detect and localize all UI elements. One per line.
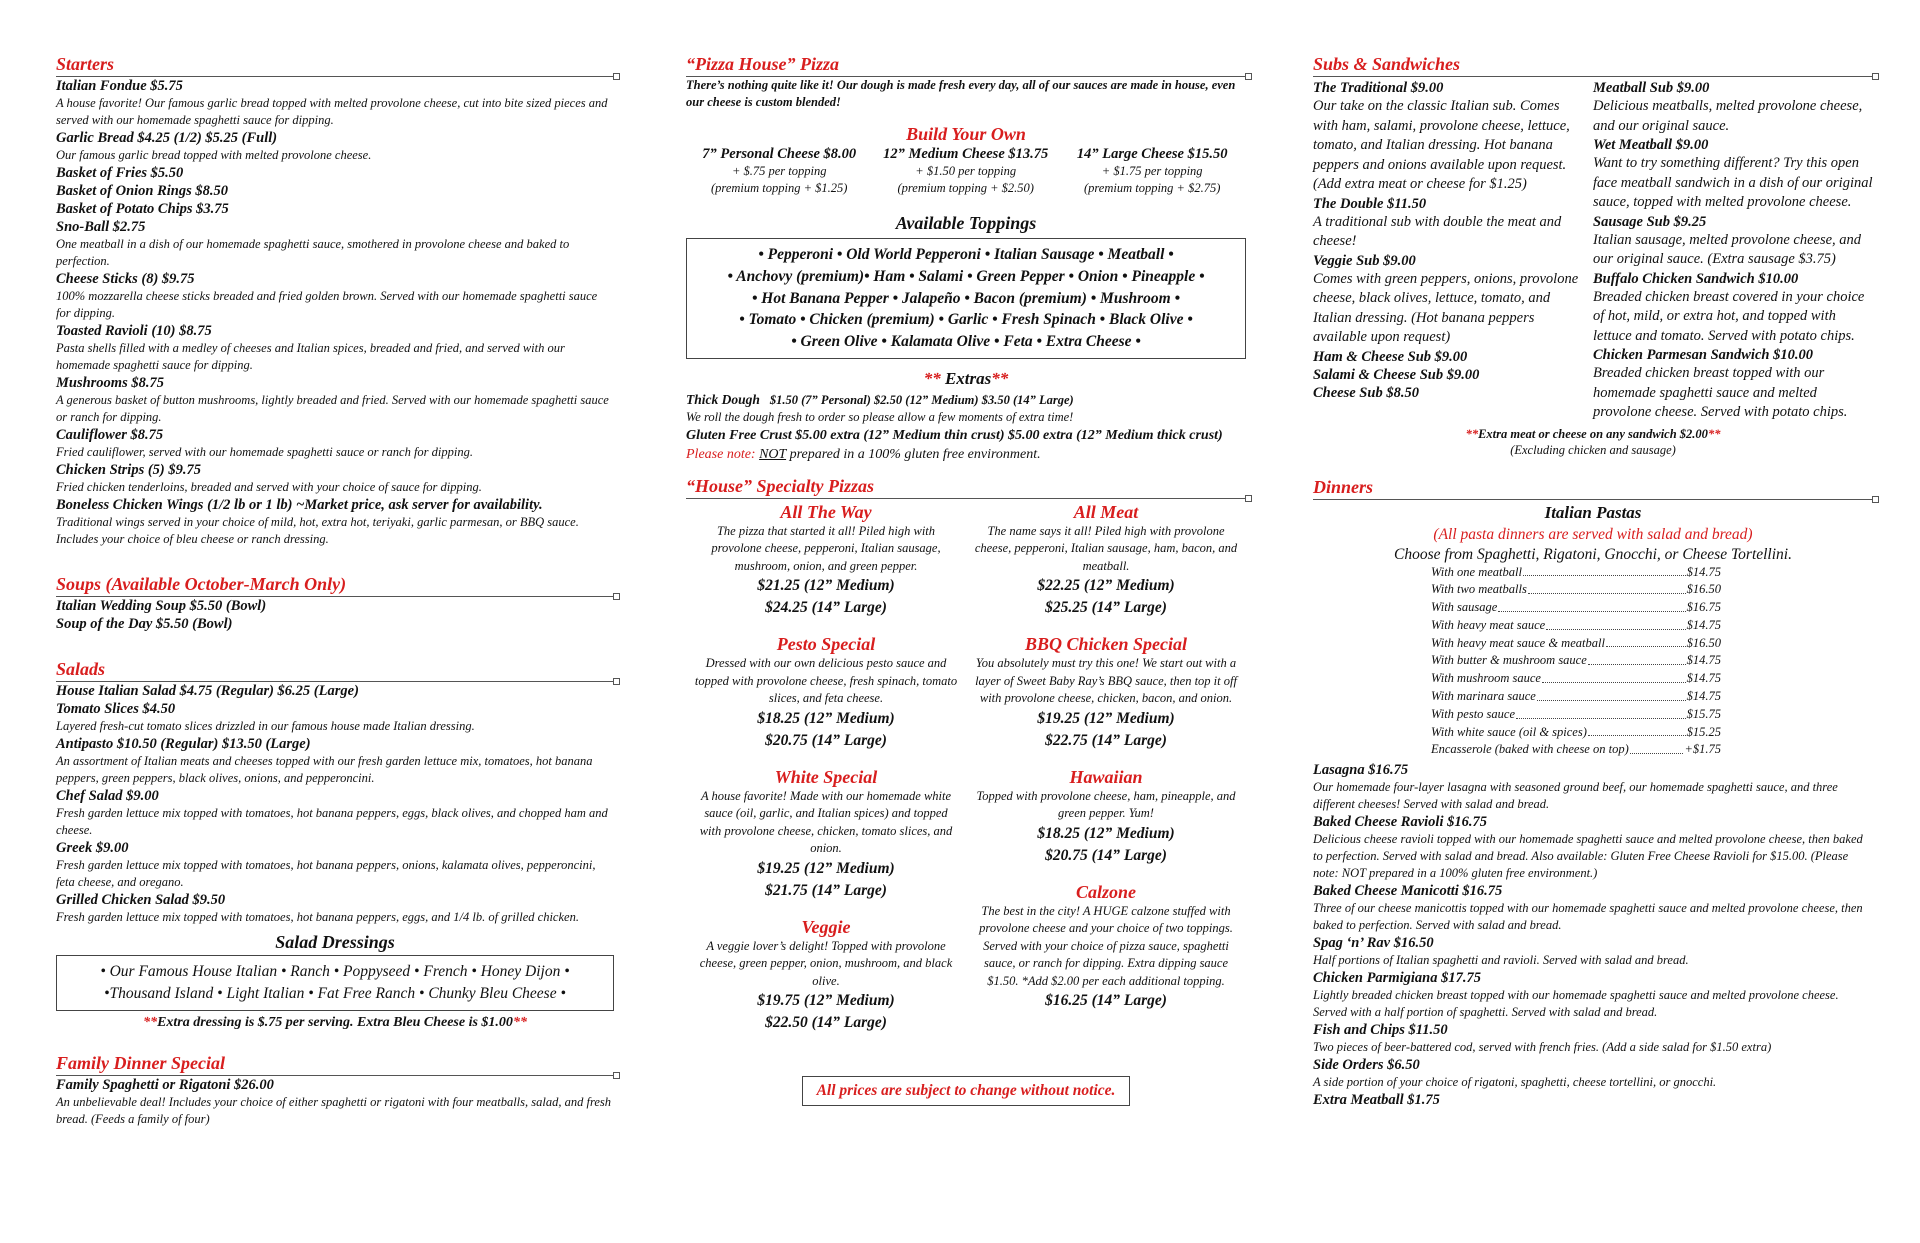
menu-item	[56, 426, 614, 461]
dinners-title: Dinners	[1313, 477, 1873, 500]
specialty-right	[966, 501, 1246, 1049]
sub-item-name: Buffalo Chicken Sandwich $10.00	[1593, 270, 1799, 287]
specialty-pizza	[974, 766, 1238, 867]
subs-note-stars-right: **	[1707, 426, 1721, 441]
menu-item-name: Chef Salad $9.00	[56, 788, 159, 804]
menu-item	[56, 700, 614, 735]
leader-dots	[1537, 688, 1686, 701]
menu-item-desc: Our homemade four-layer lasagna with seasoned ground beef, our homemade spaghetti sauce, and three different cheeses! Served with salad and bread.	[1313, 780, 1838, 812]
menu-item-name: Spag ‘n’ Rav $16.50	[1313, 935, 1434, 952]
subs-note-2: (Excluding chicken and sausage)	[1510, 442, 1676, 457]
pasta-option	[1431, 706, 1721, 724]
size-topping: + $1.75 per topping	[1101, 164, 1203, 178]
menu-item	[56, 615, 614, 633]
leader-dots	[1630, 741, 1684, 754]
menu-item	[56, 129, 614, 164]
menu-item-name: Toasted Ravioli (10) $8.75	[56, 323, 212, 339]
sub-item-desc: Italian sausage, melted provolone cheese, and our original sauce. (Extra sausage $3.75)	[1593, 231, 1862, 267]
size-medium	[872, 145, 1058, 197]
menu-item-name: Baked Cheese Ravioli $16.75	[1313, 814, 1487, 831]
menu-item-desc: A generous basket of button mushrooms, lightly breaded and fried. Served with our homemade spaghetti sauce or ranch for dipping.	[56, 393, 609, 424]
menu-item-desc: Our famous garlic bread topped with melted provolone cheese.	[56, 148, 372, 162]
specialty-price-2: $22.50 (14” Large)	[765, 1014, 887, 1032]
menu-item-name: Antipasto $10.50 (Regular) $13.50 (Large)	[56, 736, 311, 752]
subs-note-text: Extra meat or cheese on any sandwich $2.00	[1478, 426, 1708, 441]
menu-item	[56, 374, 614, 426]
menu-item	[56, 200, 614, 218]
subs-right	[1593, 79, 1873, 423]
menu-item-name: Basket of Onion Rings $8.50	[56, 183, 229, 199]
menu-item-desc: An assortment of Italian meats and cheeses topped with our fresh garden lettuce mix, tomatoes, hot banana peppers, green peppers, black olives, onions, and pepperoncini.	[56, 754, 593, 785]
starters-section	[56, 54, 614, 548]
leader-dots	[1498, 599, 1685, 612]
specialty-price-2: $21.75 (14” Large)	[765, 881, 887, 899]
pasta-option-price: $16.50	[1686, 582, 1721, 597]
specialty-title: “House” Specialty Pizzas	[686, 476, 1246, 499]
menu-item	[56, 182, 614, 200]
subs-note	[1313, 427, 1873, 442]
thick-note: We roll the dough fresh to order so please allow a few moments of extra time!	[686, 409, 1074, 424]
pasta-option-price: +$1.75	[1684, 742, 1721, 757]
pasta-option-price: $14.75	[1686, 617, 1721, 632]
salads-section	[56, 659, 614, 1031]
menu-item	[56, 496, 614, 548]
sub-item-name: Ham & Cheese Sub $9.00	[1313, 348, 1468, 365]
size-large	[1059, 145, 1245, 197]
pasta-option-label: With sausage	[1431, 600, 1498, 615]
dressings-line-2: •Thousand Island • Light Italian • Fat Free Ranch • Chunky Bleu Cheese •	[104, 985, 566, 1002]
sub-item-name: Salami & Cheese Sub $9.00	[1313, 366, 1480, 383]
pasta-option-price: $16.50	[1686, 635, 1721, 650]
specialty-price-2: $22.75 (14” Large)	[1045, 731, 1167, 749]
subs-note-stars-left: **	[1465, 426, 1479, 441]
sub-item-desc: Breaded chicken breast covered in your choice of hot, mild, or extra hot, and topped with lettuce and tomato. Served with potato chips.	[1593, 288, 1865, 344]
specialty-desc: You absolutely must try this one! We start out with a layer of Sweet Baby Ray’s BBQ sauce, then top it off with provolone cheese, chicken, bacon, and onion.	[975, 656, 1237, 706]
toppings-title: Available Toppings	[895, 213, 1037, 233]
sub-item	[1313, 195, 1583, 252]
sub-item-name: The Double $11.50	[1313, 195, 1427, 212]
menu-item-desc: Fresh garden lettuce mix topped with tomatoes, hot banana peppers, onions, kalamata olives, pepperoncini, feta cheese, and oregano.	[56, 858, 596, 889]
sub-item-name: The Traditional $9.00	[1313, 80, 1444, 96]
pasta-option	[1431, 724, 1721, 742]
pasta-option	[1431, 617, 1721, 635]
pasta-option-label: With pesto sauce	[1431, 706, 1516, 721]
menu-item	[56, 682, 614, 700]
specialty-price-1: $19.25 (12” Medium)	[1037, 709, 1175, 727]
menu-item-desc: Fresh garden lettuce mix topped with tomatoes, hot banana peppers, eggs, black olives, and chopped ham and cheese.	[56, 806, 608, 837]
menu-item-name: Tomato Slices $4.50	[56, 701, 176, 717]
pasta-option	[1431, 564, 1721, 582]
specialty-desc: The pizza that started it all! Piled high with provolone cheese, pepperoni, Italian sausage, mushroom, onion, and green pepper.	[711, 523, 941, 573]
specialty-name: All Meat	[1073, 501, 1139, 522]
sub-item-name: Sausage Sub $9.25	[1593, 213, 1707, 230]
sub-item-name: Chicken Parmesan Sandwich $10.00	[1593, 347, 1813, 363]
menu-item-desc: Traditional wings served in your choice of mild, hot, extra hot, teriyaki, garlic parmesan, or BBQ sauce. Includes your choice of bleu cheese or ranch dressing.	[56, 515, 579, 546]
menu-item-name: Fish and Chips $11.50	[1313, 1022, 1448, 1039]
specialty-pizza	[974, 501, 1238, 620]
pizza-sizes	[686, 145, 1246, 197]
starters-title: Starters	[56, 54, 614, 77]
dressing-note-text: Extra dressing is $.75 per serving. Extra Bleu Cheese is $1.00	[157, 1015, 513, 1030]
menu-item-name: Side Orders $6.50	[1313, 1057, 1420, 1074]
size-topping: + $1.50 per topping	[915, 164, 1017, 178]
pasta-option	[1431, 599, 1721, 617]
toppings-line: • Green Olive • Kalamata Olive • Feta • Extra Cheese •	[791, 333, 1141, 351]
size-topping: + $.75 per topping	[731, 164, 827, 178]
salads-title: Salads	[56, 659, 614, 682]
specialty-price-2: $20.75 (14” Large)	[765, 731, 887, 749]
salad-dressings-box	[56, 955, 614, 1011]
sub-item	[1593, 136, 1873, 213]
menu-item	[1313, 813, 1873, 882]
size-personal	[686, 145, 872, 197]
menu-item-desc: A house favorite! Our famous garlic bread topped with melted provolone cheese, cut into bite sized pieces and served with our homemade spaghetti sauce for dipping.	[56, 96, 608, 127]
sub-item	[1593, 270, 1873, 347]
dressing-note	[56, 1015, 614, 1031]
extras-stars-right: **	[991, 368, 1009, 388]
pasta-option-label: With mushroom sauce	[1431, 671, 1541, 686]
specialty-desc: The name says it all! Piled high with provolone cheese, pepperoni, Italian sausage, ham, bacon, and meatball.	[974, 523, 1238, 573]
menu-item	[56, 735, 614, 787]
specialty-name: Calzone	[1075, 881, 1136, 902]
pasta-options	[1431, 564, 1721, 760]
specialty-price-1: $22.25 (12” Medium)	[1037, 577, 1175, 595]
sub-item-desc: Comes with green peppers, onions, provolone cheese, black olives, lettuce, tomato, and Italian dressing. (Hot banana peppers available upon request)	[1313, 270, 1579, 345]
pizza-title: “Pizza House” Pizza	[686, 54, 1246, 77]
menu-item-name: Mushrooms $8.75	[56, 375, 164, 391]
column-left	[56, 54, 614, 1154]
sub-item	[1313, 79, 1583, 195]
dressing-stars-left: **	[143, 1015, 158, 1030]
specialty-price-1: $16.25 (14” Large)	[1045, 992, 1167, 1010]
specialty-left	[686, 501, 966, 1049]
column-middle	[686, 54, 1246, 1106]
menu-item	[1313, 882, 1873, 934]
subs-left	[1313, 79, 1593, 423]
menu-item-name: Boneless Chicken Wings (1/2 lb or 1 lb) ~Market price, ask server for availability.	[56, 497, 543, 513]
leader-dots	[1588, 652, 1686, 665]
thick-dough	[686, 391, 1246, 409]
specialty-name: Hawaiian	[1069, 766, 1143, 787]
menu-item	[1313, 1091, 1873, 1109]
specialty-price-1: $21.25 (12” Medium)	[757, 577, 895, 595]
pasta-option-label: With butter & mushroom sauce	[1431, 653, 1587, 668]
pasta-title: Italian Pastas	[1544, 502, 1642, 522]
pasta-option-label: Encasserole (baked with cheese on top)	[1431, 742, 1629, 757]
pasta-option-label: With one meatball	[1431, 564, 1522, 579]
specialty-pizza	[694, 766, 958, 902]
sub-item-desc: Want to try something different? Try this open face meatball sandwich in a dish of our original sauce, topped with melted provolone cheese.	[1593, 155, 1873, 210]
soups-section	[56, 574, 614, 633]
menu-item	[1313, 934, 1873, 969]
pasta-option-label: With two meatballs	[1431, 582, 1527, 597]
menu-item-name: Cauliflower $8.75	[56, 427, 164, 443]
thick-label: Thick Dough	[686, 391, 760, 407]
menu-item-name: Basket of Potato Chips $3.75	[56, 201, 229, 217]
toppings-line: • Pepperoni • Old World Pepperoni • Italian Sausage • Meatball •	[758, 246, 1174, 263]
subs-title: Subs & Sandwiches	[1313, 54, 1873, 77]
family-item-name: Family Spaghetti or Rigatoni $26.00	[56, 1077, 274, 1093]
specialty-price-2: $25.25 (14” Large)	[1045, 599, 1167, 617]
menu-item-name: Soup of the Day $5.50 (Bowl)	[56, 616, 233, 632]
sub-item-name: Veggie Sub $9.00	[1313, 252, 1416, 269]
size-name: 12” Medium Cheese $13.75	[883, 146, 1049, 162]
extras-title	[686, 369, 1246, 389]
menu-item	[56, 77, 614, 129]
menu-item-desc: Fresh garden lettuce mix topped with tomatoes, hot banana peppers, eggs, and 1/4 lb. of grilled chicken.	[56, 910, 579, 924]
pizza-section	[686, 54, 1246, 464]
menu-item-name: Italian Fondue $5.75	[56, 78, 183, 94]
toppings-line: • Tomato • Chicken (premium) • Garlic • Fresh Spinach • Black Olive •	[739, 311, 1193, 329]
gf-text: Gluten Free Crust $5.00 extra (12” Medium thin crust) $5.00 extra (12” Medium thick crust)	[686, 427, 1223, 443]
gf-note-b: prepared in a 100% gluten free environment.	[786, 446, 1041, 462]
size-name: 14” Large Cheese $15.50	[1076, 146, 1228, 162]
toppings-box	[686, 238, 1246, 359]
specialty-name: Veggie	[801, 916, 851, 937]
dressings-line-1: • Our Famous House Italian • Ranch • Poppyseed • French • Honey Dijon •	[100, 963, 570, 980]
pasta-option	[1431, 741, 1721, 759]
specialty-desc: A house favorite! Made with our homemade white sauce (oil, garlic, and Italian spices) and topped with provolone cheese, chicken, tomato slices, and onion.	[699, 788, 953, 856]
menu-item-desc: Half portions of Italian spaghetti and ravioli. Served with salad and bread.	[1313, 953, 1689, 968]
menu-item-name: Baked Cheese Manicotti $16.75	[1313, 883, 1503, 900]
pasta-option-label: With heavy meat sauce	[1431, 617, 1546, 632]
extras-stars-left: **	[923, 368, 945, 388]
pasta-choose: Choose from Spaghetti, Rigatoni, Gnocchi, or Cheese Tortellini.	[1394, 545, 1792, 563]
specialty-pizza	[974, 881, 1238, 1013]
pasta-option-price: $14.75	[1686, 689, 1721, 704]
menu-item	[1313, 1021, 1873, 1056]
specialty-name: Pesto Special	[776, 634, 876, 655]
menu-item	[56, 270, 614, 322]
leader-dots	[1523, 564, 1686, 577]
column-right	[1313, 54, 1873, 1109]
menu-item	[56, 787, 614, 839]
sub-item-name: Meatball Sub $9.00	[1593, 80, 1710, 96]
menu-item	[1313, 761, 1873, 813]
specialty-price-2: $20.75 (14” Large)	[1045, 846, 1167, 864]
leader-dots	[1542, 670, 1686, 683]
soups-title: Soups (Available October-March Only)	[56, 574, 614, 597]
menu-item-desc: Lightly breaded chicken breast topped with our homemade spaghetti sauce and melted provolone cheese. Served with a half portion of spaghetti. Served with salad and bread.	[1313, 988, 1839, 1020]
pizza-intro: There’s nothing quite like it! Our dough is made fresh every day, all of our sauces are made in house, even our cheese is custom blended!	[686, 78, 1236, 109]
sub-item	[1313, 252, 1583, 348]
toppings-line: • Anchovy (premium)• Ham • Salami • Green Pepper • Onion • Pineapple •	[727, 267, 1205, 285]
pasta-option-price: $15.75	[1686, 706, 1721, 721]
specialty-desc: Dressed with our own delicious pesto sauce and topped with provolone cheese, fresh spinach, tomato slices, and feta cheese.	[694, 656, 958, 706]
sub-item	[1593, 79, 1873, 136]
size-name: 7” Personal Cheese $8.00	[702, 146, 857, 162]
menu-item-desc: Two pieces of beer-battered cod, served with french fries. (Add a side salad for $1.50 extra)	[1313, 1040, 1772, 1055]
pasta-option-label: With heavy meat sauce & meatball	[1431, 635, 1605, 650]
pasta-option	[1431, 635, 1721, 653]
pasta-option-price: $14.75	[1686, 653, 1721, 668]
menu-item-desc: A side portion of your choice of rigatoni, spaghetti, cheese tortellini, or gnocchi.	[1313, 1075, 1717, 1090]
menu-item-name: Grilled Chicken Salad $9.50	[56, 892, 226, 908]
menu-item	[1313, 1056, 1873, 1091]
menu-item	[1313, 969, 1873, 1021]
menu-item-desc: Fried chicken tenderloins, breaded and served with your choice of sauce for dipping.	[56, 480, 482, 494]
pasta-option-price: $15.25	[1686, 724, 1721, 739]
sub-item	[1593, 213, 1873, 270]
sub-item-name: Cheese Sub $8.50	[1313, 384, 1419, 401]
menu-item	[56, 322, 614, 374]
specialty-desc: The best in the city! A HUGE calzone stuffed with provolone cheese and your choice of two toppings. Served with your choice of pizza sauce, spaghetti sauce, or ranch for dipping. Extra dipping sauce $1.50. *Add $2.00 per each additional topping.	[979, 903, 1233, 988]
menu-item-name: Garlic Bread $4.25 (1/2) $5.25 (Full)	[56, 130, 278, 146]
thick-prices: $1.50 (7” Personal) $2.50 (12” Medium) $3.50 (14” Large)	[769, 392, 1074, 407]
specialty-desc: Topped with provolone cheese, ham, pineapple, and green pepper. Yum!	[976, 788, 1236, 821]
soups-list	[56, 597, 614, 633]
leader-dots	[1606, 635, 1686, 648]
menu-item-name: Chicken Strips (5) $9.75	[56, 462, 202, 478]
menu-item-name: Extra Meatball $1.75	[1313, 1092, 1440, 1109]
family-item-desc: An unbelievable deal! Includes your choice of either spaghetti or rigatoni with four meatballs, salad, and fresh bread. (Feeds a family of four)	[56, 1095, 612, 1126]
specialty-desc: A veggie lover’s delight! Topped with provolone cheese, green pepper, onion, mushroom, and black olive.	[699, 938, 953, 988]
dinner-items	[1313, 761, 1873, 1109]
extras-title-text: Extras	[944, 368, 992, 388]
menu-item	[56, 597, 614, 615]
specialty-pizza	[694, 916, 958, 1035]
menu-item-desc: Pasta shells filled with a medley of cheeses and Italian spices, breaded and fried, and served with our homemade spaghetti sauce for dipping.	[56, 341, 565, 372]
gluten-free	[686, 426, 1246, 464]
menu-item	[56, 218, 614, 270]
menu-item	[56, 891, 614, 926]
menu-item	[56, 461, 614, 496]
menu-item-name: Greek $9.00	[56, 840, 129, 856]
menu-item-desc: Fried cauliflower, served with our homemade spaghetti sauce or ranch for dipping.	[56, 445, 473, 459]
leader-dots	[1546, 617, 1685, 630]
specialty-price-1: $19.25 (12” Medium)	[757, 859, 895, 877]
salads-list	[56, 682, 614, 926]
menu-item-desc: Layered fresh-cut tomato slices drizzled in our famous house made Italian dressing.	[56, 719, 475, 733]
menu-item-name: House Italian Salad $4.75 (Regular) $6.25 (Large)	[56, 683, 359, 699]
family-title: Family Dinner Special	[56, 1053, 614, 1076]
pasta-option-price: $16.75	[1686, 600, 1721, 615]
menu-item-desc: Three of our cheese manicottis topped with our homemade spaghetti sauce and melted provolone cheese, then baked to perfection. Served with salad and bread.	[1313, 901, 1863, 933]
specialty-pizza	[694, 633, 958, 752]
pasta-note: (All pasta dinners are served with salad and bread)	[1433, 525, 1753, 543]
menu-item-name: Basket of Fries $5.50	[56, 165, 184, 181]
specialty-price-1: $18.25 (12” Medium)	[757, 709, 895, 727]
price-notice: All prices are subject to change without notice.	[802, 1076, 1131, 1106]
sub-item-desc: Breaded chicken breast topped with our homemade spaghetti sauce and melted provolone cheese. Served with potato chips.	[1593, 365, 1848, 420]
leader-dots	[1588, 724, 1686, 737]
sub-item	[1313, 384, 1583, 402]
pasta-option-price: $14.75	[1686, 564, 1721, 579]
sub-item-desc: Delicious meatballs, melted provolone cheese, and our original sauce.	[1593, 98, 1863, 134]
menu-item	[56, 164, 614, 182]
sub-item	[1313, 366, 1583, 384]
menu-item-desc: One meatball in a dish of our homemade spaghetti sauce, smothered in provolone cheese and baked to perfection.	[56, 237, 570, 268]
dressing-stars-right: **	[512, 1015, 527, 1030]
specialty-name: All The Way	[780, 501, 872, 522]
specialty-price-1: $18.25 (12” Medium)	[1037, 824, 1175, 842]
leader-dots	[1516, 706, 1686, 719]
specialty-price-1: $19.75 (12” Medium)	[757, 992, 895, 1010]
menu-item-name: Cheese Sticks (8) $9.75	[56, 271, 195, 287]
size-premium: (premium topping + $1.25)	[711, 181, 848, 195]
specialty-section	[686, 476, 1246, 1107]
menu-item-name: Sno-Ball $2.75	[56, 219, 146, 235]
sub-item-desc: Our take on the classic Italian sub. Comes with ham, salami, provolone cheese, lettuce, tomato, and Italian dressing. Hot banana peppers and onions available upon request. (Add extra meat or cheese for $1.25)	[1313, 98, 1570, 192]
size-premium: (premium topping + $2.50)	[897, 181, 1034, 195]
build-your-own-title: Build Your Own	[906, 124, 1026, 144]
specialty-price-2: $24.25 (14” Large)	[765, 599, 887, 617]
subs-section	[1313, 54, 1873, 459]
specialty-pizza	[974, 633, 1238, 752]
pasta-option	[1431, 670, 1721, 688]
pasta-option-label: With marinara sauce	[1431, 689, 1536, 704]
menu-item-name: Lasagna $16.75	[1313, 762, 1409, 779]
pasta-option	[1431, 688, 1721, 706]
family-section	[56, 1053, 614, 1128]
menu-item-name: Italian Wedding Soup $5.50 (Bowl)	[56, 598, 267, 614]
sub-item	[1593, 346, 1873, 423]
size-premium: (premium topping + $2.75)	[1083, 181, 1221, 195]
menu-item-desc: 100% mozzarella cheese sticks breaded and fried golden brown. Served with our homemade spaghetti sauce for dipping.	[56, 289, 598, 320]
menu-item	[56, 839, 614, 891]
pasta-option	[1431, 652, 1721, 670]
salad-dressings-title: Salad Dressings	[275, 932, 395, 952]
specialty-pizza	[694, 501, 958, 620]
sub-item	[1313, 348, 1583, 366]
specialty-name: White Special	[774, 766, 878, 787]
gf-note-not: NOT	[759, 446, 787, 462]
gf-note-a: Please note:	[686, 446, 760, 462]
specialty-name: BBQ Chicken Special	[1024, 634, 1187, 655]
menu-item-name: Chicken Parmigiana $17.75	[1313, 970, 1481, 987]
menu-item-desc: Delicious cheese ravioli topped with our homemade spaghetti sauce and melted provolone cheese, then baked to perfection. Served with salad and bread. Also available: Gluten Free Cheese Ravioli for $15.00. (Please note: NOT prepared in a 100% gluten free environment.)	[1313, 832, 1863, 881]
starters-list	[56, 77, 614, 548]
pasta-option-price: $14.75	[1686, 671, 1721, 686]
sub-item-desc: A traditional sub with double the meat and cheese!	[1313, 213, 1562, 249]
leader-dots	[1528, 581, 1686, 594]
pasta-option	[1431, 581, 1721, 599]
pasta-option-label: With white sauce (oil & spices)	[1431, 724, 1587, 739]
toppings-line: • Hot Banana Pepper • Jalapeño • Bacon (premium) • Mushroom •	[751, 289, 1181, 307]
dinners-section	[1313, 477, 1873, 1110]
sub-item-name: Wet Meatball $9.00	[1593, 137, 1709, 153]
